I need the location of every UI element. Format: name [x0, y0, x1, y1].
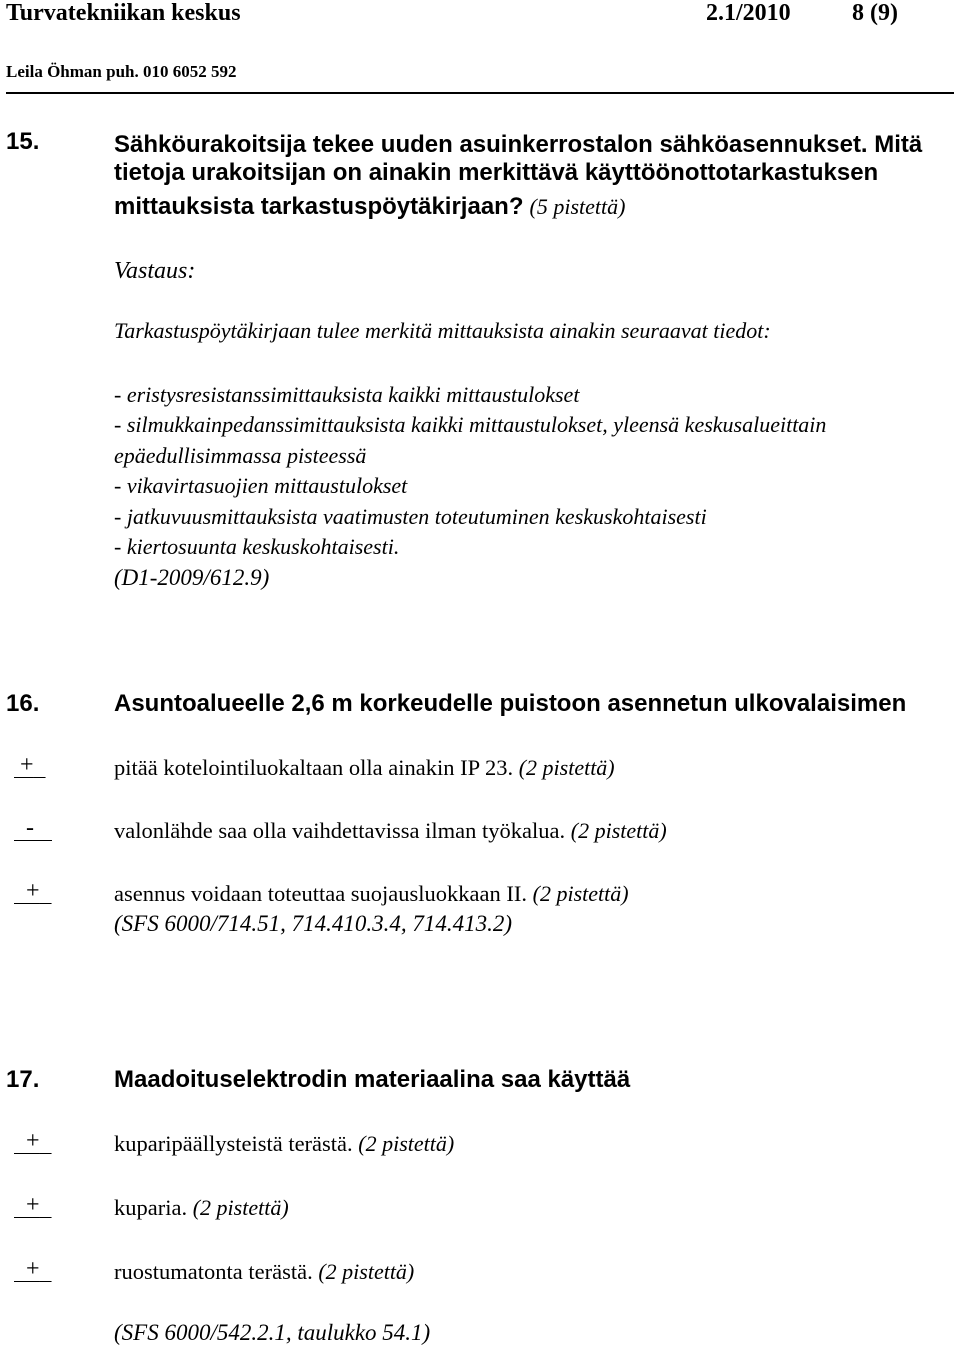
answer-mark: - — [26, 815, 34, 841]
answer-mark: + — [20, 752, 34, 778]
answer-line: epäedullisimmassa pisteessä — [114, 443, 367, 468]
question-17-reference: (SFS 6000/542.2.1, taulukko 54.1) — [114, 1320, 431, 1345]
contact-info: Leila Öhman puh. 010 6052 592 — [6, 62, 237, 81]
organization-name: Turvatekniikan keskus — [6, 0, 241, 26]
option-text: asennus voidaan toteuttaa suojausluokkaan II. (2 pistettä) — [114, 881, 629, 906]
question-16-reference: (SFS 6000/714.51, 714.410.3.4, 714.413.2) — [114, 911, 513, 936]
question-15-points: (5 pistettä) — [529, 194, 626, 219]
answer-line: - kiertosuunta keskuskohtaisesti. — [114, 534, 400, 559]
question-15-line-1: Sähköurakoitsija tekee uuden asuinkerrostalon sähköasennukset. Mitä — [114, 131, 923, 158]
answer-mark: + — [26, 1128, 40, 1154]
option-text: kuparipäällysteistä terästä. (2 pistettä) — [114, 1131, 455, 1156]
answer-label: Vastaus: — [114, 258, 196, 284]
question-16-text: Asuntoalueelle 2,6 m korkeudelle puistoon asennetun ulkovalaisimen — [114, 690, 907, 717]
header-rule — [6, 92, 954, 94]
answer-reference: (D1-2009/612.9) — [114, 565, 270, 590]
question-17-number: 17. — [6, 1066, 40, 1093]
option-points: (2 pistettä) — [192, 1195, 289, 1220]
option-text: ruostumatonta terästä. (2 pistettä) — [114, 1259, 415, 1284]
answer-line: - silmukkainpedanssimittauksista kaikki mittaustulokset, yleensä keskusalueittain — [114, 412, 827, 437]
answer-mark: + — [26, 878, 40, 904]
answer-line: - eristysresistanssimittauksista kaikki mittaustulokset — [114, 382, 580, 407]
answer-mark: + — [26, 1256, 40, 1282]
option-text: valonlähde saa olla vaihdettavissa ilman työkalua. (2 pistettä) — [114, 818, 667, 843]
document-date: 2.1/2010 — [706, 0, 791, 26]
question-17-text: Maadoituselektrodin materiaalina saa käyttää — [114, 1066, 631, 1093]
option-text: kuparia. (2 pistettä) — [114, 1195, 289, 1220]
answer-mark: + — [26, 1192, 40, 1218]
option-points: (2 pistettä) — [570, 818, 667, 843]
question-15-number: 15. — [6, 128, 40, 155]
question-15-line-2: tietoja urakoitsijan on ainakin merkittävä käyttöönottotarkastuksen — [114, 159, 879, 186]
answer-intro: Tarkastuspöytäkirjaan tulee merkitä mittauksista ainakin seuraavat tiedot: — [114, 318, 771, 343]
answer-line: - vikavirtasuojien mittaustulokset — [114, 473, 408, 498]
option-text: pitää kotelointiluokaltaan olla ainakin IP 23. (2 pistettä) — [114, 755, 615, 780]
answer-line: - jatkuvuusmittauksista vaatimusten toteutuminen keskuskohtaisesti — [114, 504, 707, 529]
option-points: (2 pistettä) — [518, 755, 615, 780]
question-15-line-3 — [114, 193, 625, 221]
page-number: 8 (9) — [852, 0, 898, 26]
option-points: (2 pistettä) — [532, 881, 629, 906]
question-15-line-3-text: mittauksista tarkastuspöytäkirjaan? — [114, 193, 524, 220]
option-points: (2 pistettä) — [318, 1259, 415, 1284]
question-16-number: 16. — [6, 690, 40, 717]
option-points: (2 pistettä) — [358, 1131, 455, 1156]
